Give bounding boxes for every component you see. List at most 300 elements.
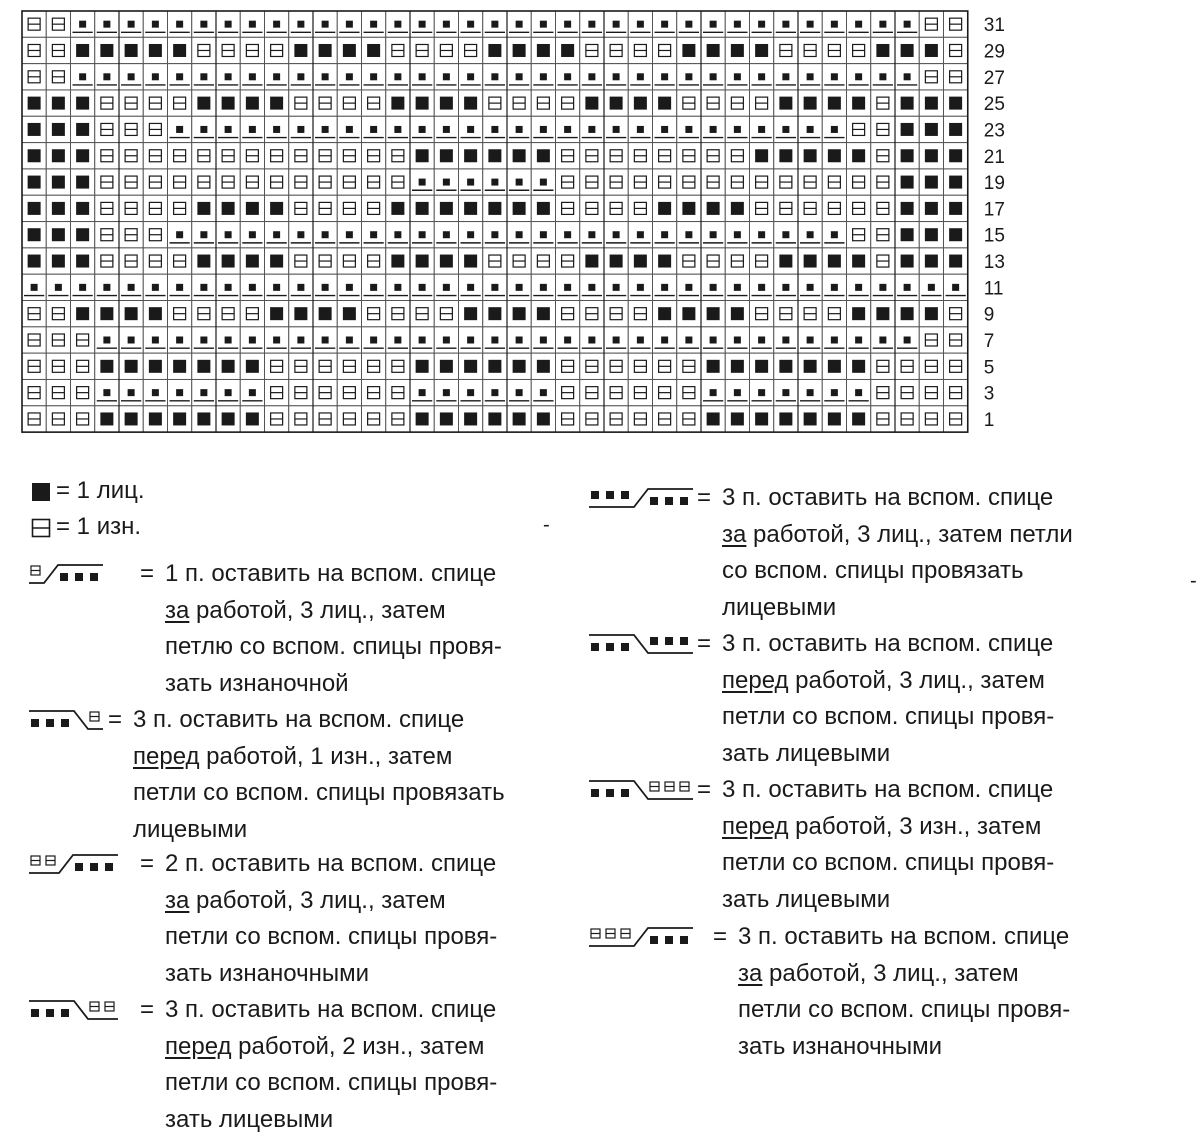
cable-cell — [822, 274, 846, 300]
knit-cell — [847, 90, 871, 116]
purl-cell — [289, 90, 313, 116]
direction-word: перед — [133, 742, 200, 770]
knit-cell — [265, 301, 289, 327]
cable-cell — [386, 116, 410, 142]
purl-cell — [895, 353, 919, 379]
purl-cell — [653, 379, 677, 405]
knit-cell — [580, 90, 604, 116]
purl-cell — [919, 353, 943, 379]
description-line: за работой, 3 лиц., затем — [165, 596, 446, 624]
cable-cell — [459, 222, 483, 248]
purl-cell — [944, 64, 968, 90]
cable-cell — [168, 274, 192, 300]
knit-cell — [119, 353, 143, 379]
knit-cell — [434, 248, 458, 274]
equals-sign: = — [697, 484, 712, 511]
cable-cell — [725, 116, 749, 142]
cable-cell — [628, 274, 652, 300]
equals-sign: = — [697, 776, 712, 803]
chart-row — [22, 64, 1005, 90]
purl-cell — [46, 37, 70, 63]
knit-cell — [410, 248, 434, 274]
description-line: 3 п. оставить на вспом. спице — [722, 484, 1054, 511]
cable-cell — [798, 116, 822, 142]
cable-cell — [604, 64, 628, 90]
cable-cell — [774, 116, 798, 142]
cable-cell — [168, 379, 192, 405]
knit-cell — [701, 195, 725, 221]
cable-cell — [143, 327, 167, 353]
cable-cell — [483, 116, 507, 142]
description-line: лицевыми — [722, 593, 837, 621]
purl-cell — [750, 90, 774, 116]
purl-cell — [434, 37, 458, 63]
purl-cell — [556, 379, 580, 405]
knit-cell — [386, 248, 410, 274]
description-line: за работой, 3 лиц., затем — [165, 886, 446, 914]
cable-cell — [410, 64, 434, 90]
purl-cell — [168, 90, 192, 116]
purl-cell — [386, 143, 410, 169]
purl-stitch-symbol — [30, 517, 52, 539]
purl-cell — [653, 143, 677, 169]
knit-cell — [895, 116, 919, 142]
knit-cell — [22, 169, 46, 195]
purl-cell — [289, 248, 313, 274]
knit-cell — [725, 406, 749, 432]
purl-cell — [362, 195, 386, 221]
knit-cell — [847, 248, 871, 274]
knit-cell — [944, 195, 968, 221]
cable-description — [722, 772, 1054, 918]
description-line: перед работой, 2 изн., затем — [165, 1032, 485, 1060]
cable-cell — [604, 327, 628, 353]
knit-cell — [192, 353, 216, 379]
knit-cell — [944, 222, 968, 248]
purl-cell — [822, 301, 846, 327]
knit-cell — [750, 406, 774, 432]
purl-cell — [919, 64, 943, 90]
knit-cell — [22, 248, 46, 274]
cable-cell — [653, 64, 677, 90]
purl-cell — [22, 353, 46, 379]
purl-cell — [556, 169, 580, 195]
purl-label: = 1 изн. — [56, 513, 142, 540]
cable-cell — [119, 11, 143, 37]
knit-cell — [531, 353, 555, 379]
cable-cell — [386, 64, 410, 90]
direction-word: перед — [165, 1032, 232, 1060]
cable-cell — [847, 11, 871, 37]
purl-cell — [313, 353, 337, 379]
cable-cell — [556, 11, 580, 37]
cable-symbol-icon — [28, 563, 140, 589]
cable-cell — [919, 274, 943, 300]
purl-cell — [337, 248, 361, 274]
knit-cell — [119, 37, 143, 63]
cable-cell — [750, 327, 774, 353]
cable-cell — [71, 11, 95, 37]
purl-cell — [871, 195, 895, 221]
purl-cell — [871, 406, 895, 432]
cable-cell — [531, 11, 555, 37]
knit-cell — [725, 37, 749, 63]
knit-cell — [95, 353, 119, 379]
knit-cell — [919, 143, 943, 169]
purl-cell — [337, 90, 361, 116]
knit-cell — [386, 195, 410, 221]
cable-cell — [822, 116, 846, 142]
cable-cell — [168, 222, 192, 248]
knit-cell — [919, 222, 943, 248]
cable-cell — [95, 379, 119, 405]
cable-cell — [265, 327, 289, 353]
cable-cell — [895, 64, 919, 90]
knit-cell — [701, 406, 725, 432]
knit-cell — [604, 248, 628, 274]
stray-dash: - — [543, 514, 550, 536]
purl-cell — [556, 248, 580, 274]
knit-cell — [507, 406, 531, 432]
direction-word: перед — [722, 666, 789, 694]
cable-cell — [847, 274, 871, 300]
cable-cell — [362, 64, 386, 90]
purl-cell — [847, 37, 871, 63]
knit-cell — [71, 90, 95, 116]
purl-cell — [944, 11, 968, 37]
purl-cell — [483, 90, 507, 116]
cable-cell — [774, 274, 798, 300]
knit-cell — [798, 353, 822, 379]
cable-cell — [313, 11, 337, 37]
purl-cell — [628, 37, 652, 63]
purl-cell — [46, 353, 70, 379]
description-line: зать лицевыми — [165, 1105, 334, 1133]
cable-cell — [71, 64, 95, 90]
description-line: зать изнаночной — [165, 669, 349, 697]
cable-description — [133, 702, 505, 848]
cable-cell — [701, 64, 725, 90]
cable-cell — [459, 379, 483, 405]
knit-cell — [944, 169, 968, 195]
purl-cell — [871, 222, 895, 248]
purl-cell — [798, 195, 822, 221]
purl-cell — [604, 353, 628, 379]
cable-cell — [313, 274, 337, 300]
knit-cell — [46, 116, 70, 142]
knit-cell — [46, 222, 70, 248]
cable-cell — [750, 116, 774, 142]
cable-cell — [653, 222, 677, 248]
knit-cell — [410, 353, 434, 379]
description-line: перед работой, 3 изн., затем — [722, 812, 1042, 840]
cable-cell — [265, 116, 289, 142]
knit-cell — [434, 90, 458, 116]
cable-cell — [628, 11, 652, 37]
purl-cell — [750, 169, 774, 195]
purl-cell — [337, 195, 361, 221]
cable-cell — [337, 64, 361, 90]
knit-cell — [556, 37, 580, 63]
cable-cell — [507, 11, 531, 37]
cable-symbol-icon — [28, 999, 140, 1025]
purl-cell — [944, 327, 968, 353]
cable-cell — [143, 274, 167, 300]
purl-cell — [628, 143, 652, 169]
cable-cell — [750, 379, 774, 405]
chart-row — [22, 248, 1005, 274]
equals-sign: = — [140, 850, 155, 877]
knit-cell — [822, 143, 846, 169]
purl-cell — [774, 169, 798, 195]
knit-cell — [46, 169, 70, 195]
cable-cell — [822, 11, 846, 37]
cable-cell — [289, 327, 313, 353]
cable-cell — [798, 11, 822, 37]
knit-cell — [240, 406, 264, 432]
cable-cell — [628, 64, 652, 90]
purl-cell — [265, 406, 289, 432]
purl-cell — [944, 379, 968, 405]
cable-cell — [774, 64, 798, 90]
purl-cell — [46, 327, 70, 353]
cable-cell — [556, 327, 580, 353]
knit-cell — [337, 37, 361, 63]
chart-row — [22, 406, 994, 432]
purl-cell — [362, 406, 386, 432]
knit-cell — [434, 195, 458, 221]
purl-cell — [556, 195, 580, 221]
direction-word: за — [165, 886, 190, 914]
purl-cell — [289, 406, 313, 432]
purl-cell — [22, 11, 46, 37]
cable-symbol-icon — [28, 709, 140, 735]
cable-cell — [483, 169, 507, 195]
purl-cell — [871, 169, 895, 195]
knit-cell — [701, 37, 725, 63]
cable-cell — [313, 327, 337, 353]
cable-cell — [580, 274, 604, 300]
description-line: 3 п. оставить на вспом. спице — [722, 630, 1054, 657]
purl-cell — [337, 406, 361, 432]
cable-cell — [677, 116, 701, 142]
knit-cell — [919, 116, 943, 142]
purl-cell — [240, 37, 264, 63]
knit-cell — [265, 90, 289, 116]
knit-cell — [895, 195, 919, 221]
row-number-label: 5 — [983, 357, 995, 379]
purl-cell — [725, 143, 749, 169]
knit-cell — [725, 353, 749, 379]
row-number-label: 29 — [983, 41, 1005, 63]
purl-cell — [337, 379, 361, 405]
direction-word: за — [722, 520, 747, 548]
purl-cell — [313, 248, 337, 274]
description-line: 3 п. оставить на вспом. спице — [165, 996, 497, 1023]
knit-cell — [798, 143, 822, 169]
cable-cell — [822, 327, 846, 353]
cable-cell — [459, 327, 483, 353]
knit-cell — [362, 37, 386, 63]
cable-cell — [895, 274, 919, 300]
knit-cell — [774, 248, 798, 274]
row-number-label: 23 — [983, 120, 1005, 142]
purl-cell — [143, 90, 167, 116]
cable-cell — [798, 222, 822, 248]
purl-cell — [798, 301, 822, 327]
cable-description — [722, 480, 1073, 626]
cable-cell — [653, 116, 677, 142]
purl-cell — [580, 353, 604, 379]
cable-cell — [774, 222, 798, 248]
purl-cell — [944, 301, 968, 327]
purl-cell — [386, 406, 410, 432]
cable-cell — [240, 11, 264, 37]
purl-cell — [628, 379, 652, 405]
knit-cell — [168, 37, 192, 63]
purl-cell — [46, 301, 70, 327]
knit-cell — [507, 353, 531, 379]
knit-cell — [628, 248, 652, 274]
description-line: зать лицевыми — [722, 885, 891, 913]
cable-cell — [337, 222, 361, 248]
knit-cell — [483, 195, 507, 221]
purl-cell — [604, 169, 628, 195]
knit-cell — [410, 406, 434, 432]
knit-cell — [822, 406, 846, 432]
row-number-label: 3 — [983, 383, 995, 405]
cable-cell — [434, 379, 458, 405]
knit-cell — [725, 195, 749, 221]
cable-cell — [556, 222, 580, 248]
cable-cell — [459, 64, 483, 90]
chart-row — [22, 11, 1005, 37]
knit-cell — [71, 248, 95, 274]
purl-cell — [313, 90, 337, 116]
purl-cell — [701, 169, 725, 195]
cable-cell — [604, 116, 628, 142]
purl-cell — [71, 327, 95, 353]
cable-cell — [507, 274, 531, 300]
purl-cell — [22, 37, 46, 63]
knit-cell — [337, 301, 361, 327]
purl-cell — [22, 406, 46, 432]
purl-cell — [192, 143, 216, 169]
cable-cell — [95, 274, 119, 300]
chart-row — [22, 301, 994, 327]
purl-cell — [95, 116, 119, 142]
cable-cell — [580, 64, 604, 90]
knit-cell — [192, 90, 216, 116]
cable-cell — [459, 116, 483, 142]
knit-cell — [71, 37, 95, 63]
purl-cell — [386, 379, 410, 405]
description-line: петли со вспом. спицы провя- — [722, 849, 1055, 876]
purl-cell — [750, 248, 774, 274]
knit-cell — [895, 143, 919, 169]
purl-cell — [871, 248, 895, 274]
knit-cell — [119, 406, 143, 432]
cable-cell — [240, 64, 264, 90]
cable-cell — [677, 64, 701, 90]
cable-cell — [750, 222, 774, 248]
cable-cell — [531, 169, 555, 195]
cable-cell — [192, 222, 216, 248]
knit-cell — [459, 90, 483, 116]
purl-cell — [337, 169, 361, 195]
stray-dash: - — [1190, 570, 1197, 592]
purl-cell — [725, 169, 749, 195]
cable-cell — [410, 274, 434, 300]
knit-cell — [701, 353, 725, 379]
purl-cell — [822, 195, 846, 221]
cable-cell — [604, 11, 628, 37]
cable-cell — [556, 274, 580, 300]
knit-cell — [507, 301, 531, 327]
cable-cell — [95, 64, 119, 90]
description-line: петли со вспом. спицы провя- — [165, 1069, 498, 1096]
cable-cell — [507, 379, 531, 405]
cable-cell — [507, 116, 531, 142]
knit-cell — [822, 90, 846, 116]
cable-cell — [216, 222, 240, 248]
purl-cell — [95, 222, 119, 248]
cable-cell — [313, 222, 337, 248]
knit-cell — [192, 195, 216, 221]
purl-cell — [798, 169, 822, 195]
cable-cell — [556, 116, 580, 142]
purl-cell — [168, 143, 192, 169]
purl-cell — [265, 169, 289, 195]
purl-cell — [119, 90, 143, 116]
cable-cell — [168, 116, 192, 142]
purl-cell — [604, 195, 628, 221]
description-line: лицевыми — [133, 815, 248, 843]
cable-cell — [289, 222, 313, 248]
knit-cell — [798, 406, 822, 432]
cable-symbol-icon — [588, 779, 700, 805]
knit-cell — [774, 353, 798, 379]
description-line: перед работой, 1 изн., затем — [133, 742, 453, 770]
purl-cell — [507, 248, 531, 274]
cable-cell — [725, 379, 749, 405]
purl-cell — [944, 406, 968, 432]
description-line: 3 п. оставить на вспом. спице — [133, 706, 465, 733]
knit-cell — [192, 248, 216, 274]
cable-description — [165, 556, 502, 702]
purl-cell — [701, 90, 725, 116]
cable-cell — [822, 64, 846, 90]
description-line: петлю со вспом. спицы провя- — [165, 633, 502, 660]
cable-cell — [628, 116, 652, 142]
purl-cell — [386, 37, 410, 63]
cable-cell — [774, 327, 798, 353]
knit-cell — [701, 301, 725, 327]
purl-cell — [143, 195, 167, 221]
knit-cell — [71, 222, 95, 248]
purl-cell — [168, 195, 192, 221]
purl-cell — [580, 169, 604, 195]
cable-cell — [677, 11, 701, 37]
cable-cell — [289, 274, 313, 300]
cable-symbol-icon — [28, 853, 140, 879]
cable-cell — [653, 274, 677, 300]
purl-cell — [871, 353, 895, 379]
cable-cell — [507, 327, 531, 353]
description-line: зать лицевыми — [722, 739, 891, 767]
purl-cell — [483, 248, 507, 274]
knit-cell — [71, 116, 95, 142]
